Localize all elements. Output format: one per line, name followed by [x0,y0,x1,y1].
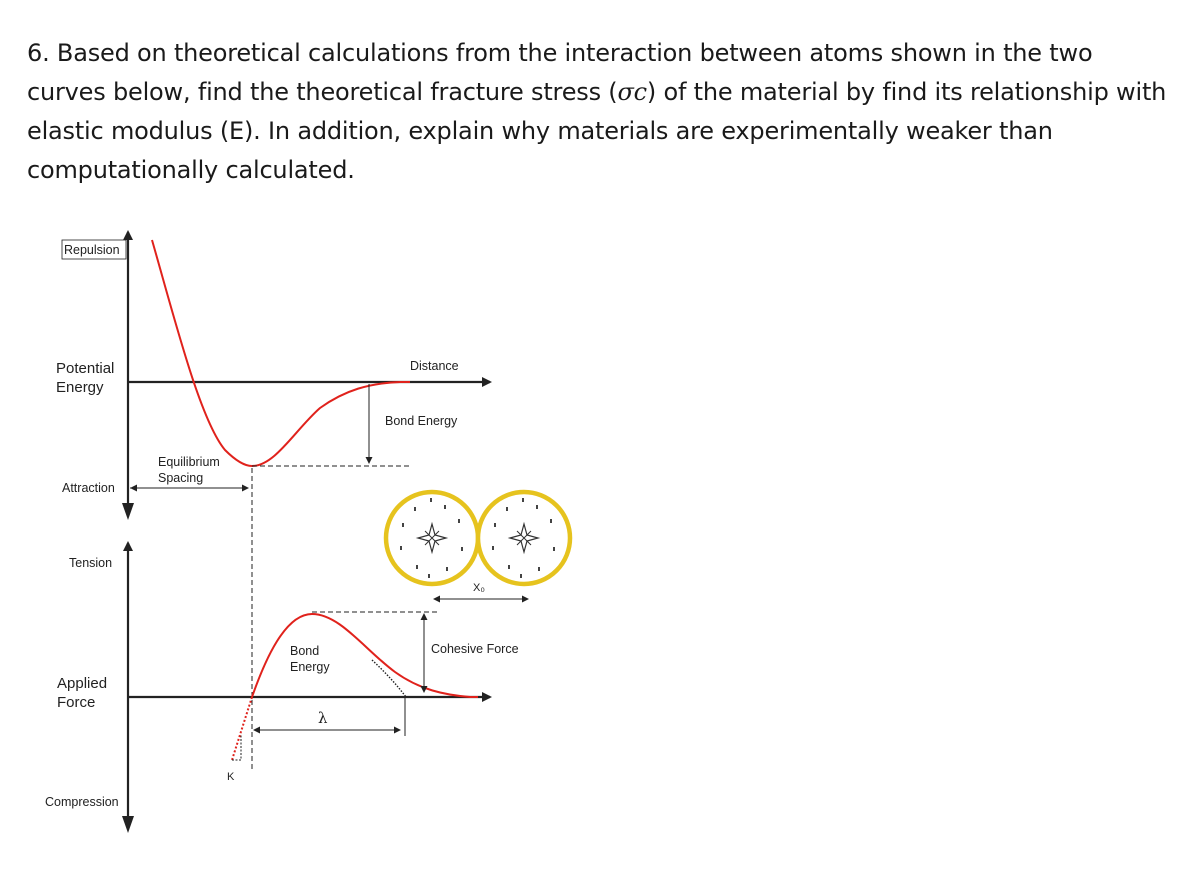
bond-label: Bond [290,644,320,658]
applied-label: Applied [57,675,108,692]
k-tangent-dotted [232,697,252,760]
top-y-axis-bottom-arrow [122,503,134,520]
spacing-label: Spacing [158,471,204,485]
distance-label: Distance [410,359,459,373]
energy-label: Energy [56,379,104,396]
sigma-c-symbol: σc [617,78,647,106]
bond-energy-top-label: Bond Energy [385,414,458,428]
k-label: K [227,771,235,783]
sine-approx-dotted [372,660,406,697]
x0-label: X₀ [473,582,485,594]
potential-energy-curve [152,240,410,466]
repulsion-label: Repulsion [64,243,120,257]
attraction-label: Attraction [62,481,115,495]
question-prefix: 6. Based on theoretical calculations from the interaction between atoms shown in the two curves below, find the theoretical fracture stress ( [27,39,1093,106]
bottom-y-axis-bottom-arrow [122,816,134,833]
question-suffix: ) of the material by find its relationship with elastic modulus (E). In addition, explain why materials are experimentally weaker than computationally calculated. [27,78,1167,184]
atom-left [386,492,478,584]
energy-bottom-label: Energy [290,660,330,674]
equilibrium-label: Equilibrium [158,455,220,469]
cohesive-force-arrow-top [421,613,428,620]
compression-label: Compression [45,795,119,809]
cohesive-force-label: Cohesive Force [431,642,519,656]
lambda-label: λ [318,709,328,727]
potential-label: Potential [56,360,115,377]
force-label: Force [57,694,96,711]
atom-right [478,492,570,584]
tension-label: Tension [69,556,113,570]
x0-arrow-left [433,596,440,603]
lambda-arrow-left [253,727,260,734]
equilibrium-spacing-arrow-left [130,485,137,492]
